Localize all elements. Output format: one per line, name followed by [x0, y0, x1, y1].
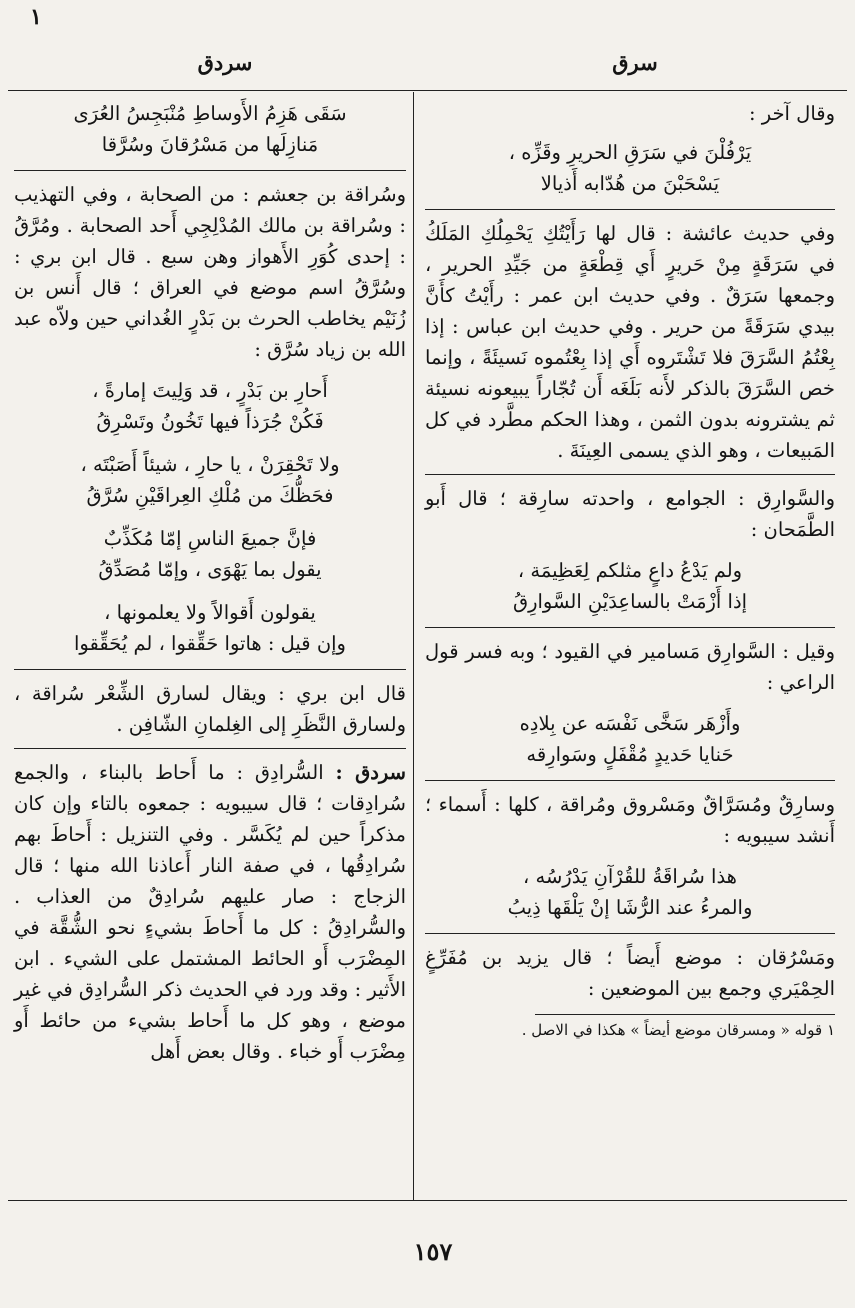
paragraph: وقيل : السَّوارِق مَسامير في القيود ؛ وبه فسر قول الراعي : [425, 640, 835, 694]
paragraph: وسارِقٌ ومُسَرَّاقٌ ومَسْروق ومُراقة ، كلها : أَسماء ؛ أَنشد سيبويه : [425, 793, 835, 847]
running-header-left: سردق [197, 50, 253, 75]
verse-line: يَسْحَبْنَ من هُدّابه أَذيالا [540, 172, 720, 195]
intro-line: وقال آخر : [748, 102, 835, 125]
verse-block [425, 861, 835, 923]
paragraph: وسُراقة بن جعشم : من الصحابة ، وفي التهذيب : وسُراقة بن مالك المُدْلِجِي أَحد الصحابة . ومُرَّقُ : إحدى كُوَرِ الأَهواز وهن سبع . قال ابن بري : وسُرَّقُ اسم موضع في العراق ؛ قال أَنس بن زُنَيْم يخاطب الحرث بن بَدْرٍ الغُداني حين ولاّه عبد الله بن زياد سُرَّق : [14, 183, 406, 361]
header-rule [8, 90, 847, 91]
page-number: ١٥٧ [413, 1237, 453, 1266]
column-divider [413, 92, 414, 1200]
verse-line: حَنايا حَديدٍ مُقْفَلٍ وسَوارِقه [526, 743, 734, 766]
divider [425, 209, 835, 210]
verse-line: يَرْفُلْنَ في سَرَقِ الحريرِ وقَزِّه ، [508, 141, 752, 164]
verse-line: فحَظُّكَ من مُلْكِ العِراقَيْنِ سُرَّقُ [86, 484, 334, 507]
left-column [14, 98, 406, 1194]
right-column [425, 98, 835, 1194]
verse-line: سَقَى هَزِمُ الأَوساطِ مُنْبَجِسُ العُرَى [73, 102, 347, 125]
verse-line: إذا أَزْمَتْ بالساعِدَيْنِ السَّوارِقُ [512, 590, 748, 613]
divider [425, 474, 835, 475]
verse-line: فَكُنْ جُرَذاً فيها تَخُونُ وتَسْرِقُ [96, 410, 324, 433]
divider [425, 780, 835, 781]
divider [14, 170, 406, 171]
paragraph: ومَسْرُقان : موضع أَيضاً ؛ قال يزيد بن مُفَرِّغٍ الحِمْيَري وجمع بين الموضعين : [425, 946, 835, 1000]
verse-block [425, 708, 835, 770]
verse-block [14, 98, 406, 160]
page-corner-mark: ١ [30, 4, 42, 30]
verse-line: ولم يَدْعُ داعٍ مثلكم لِعَظِيمَة ، [517, 559, 743, 582]
footer-rule [8, 1200, 847, 1201]
entry-headword: سردق : [335, 761, 406, 784]
verse-line: أَحارِ بن بَدْرٍ ، قد وَلِيتَ إمارةً ، [92, 379, 328, 402]
verse-block [14, 375, 406, 659]
verse-line: ولا تَحْقِرَنْ ، يا حارِ ، شيئاً أَصَبْتَه ، [80, 453, 340, 476]
running-header-right: سرق [612, 50, 658, 75]
verse-line: وإن قيل : هاتوا حَقِّقوا ، لم يُحَقِّقوا [74, 632, 346, 655]
footnote-rule [535, 1014, 835, 1015]
divider [14, 669, 406, 670]
verse-block [425, 555, 835, 617]
verse-line: يقول بما يَهْوَى ، وإمّا مُصَدِّقُ [98, 558, 322, 581]
verse-line: والمرءُ عند الرُّشَا إنْ يَلْقَها ذِيبُ [507, 896, 753, 919]
verse-line: مَنازِلَها من مَسْرُقانَ وسُرَّقا [101, 133, 319, 156]
verse-block [425, 137, 835, 199]
entry-text: السُّرادِق : ما أَحاط بالبناء ، والجمع سُرادِقات ؛ قال سيبويه : جمعوه بالتاء وإن كان مذكراً حين لم يُكَسَّر . وفي التنزيل : أَحاطَ بهم سُرادِقُها ، في صفة النار أَعاذنا الله منها ؛ قال الزجاج : صار عليهم سُرادِقٌ من العذاب . والسُّرادِقُ : كل ما أَحاطَ بشيءٍ نحو الشُّقَّة في المِضْرَب أَو الحائط المشتمل على الشيء . ابن الأَثير : وقد ورد في الحديث ذكر السُّرادِق في غير موضع ، وهو كل ما أَحاط بشيء من حائط أَو مِضْرَب أَو خباء . وقال بعض أَهل [14, 761, 406, 1063]
divider [425, 627, 835, 628]
verse-line: يقولون أَقوالاً ولا يعلمونها ، [104, 601, 316, 624]
paragraph: والسَّوارِق : الجوامع ، واحدته سارِقة ؛ قال أَبو الطَّمَحان : [425, 487, 835, 541]
paragraph: قال ابن بري : ويقال لسارق الشِّعْر سُراقة ، ولسارق النَّظَرِ إلى الغِلمانِ الشّافِن . [14, 682, 406, 736]
paragraph [14, 757, 406, 1067]
divider [425, 933, 835, 934]
paragraph: وفي حديث عائشة : قال لها رَأَيْتُكِ يَحْمِلُكِ المَلَكُ في سَرَقَةٍ مِنْ حَريرٍ أَي قِطْعَةٍ من جَيِّدِ الحرير ، وجمعها سَرَقٌ . وفي حديث ابن عمر : رأَيْتُ كأَنَّ بيدي سَرَقَةً من حرير . وفي حديث ابن عباس : إذا بِعْتُمُ السَّرَقَ فلا تَشْتَروه أَي إذا بِعْتُموه نَسيئَةً ، وإنما خص السَّرَقَ بالذكر لأَنه بَلَغَه أَن تُجّاراً يبيعونه نسيئة ثم يشترونه بدون الثمن ، وهذا الحكم مطَّرد في كل المَبيعات ، وهو الذي يسمى العِينَةَ . [425, 222, 835, 462]
divider [14, 748, 406, 749]
verse-line: فإنَّ جميعَ الناسِ إمّا مُكَذِّبٌ [103, 527, 317, 550]
verse-line: هذا سُراقَةُ للقُرْآنِ يَدْرُسُه ، [523, 865, 737, 888]
verse-line: وأَزْهَر سَخَّى نَفْسَه عن بِلادِه [519, 712, 741, 735]
footnote: ١ قوله « ومسرقان موضع أيضاً » هكذا في الاصل . [521, 1021, 835, 1039]
